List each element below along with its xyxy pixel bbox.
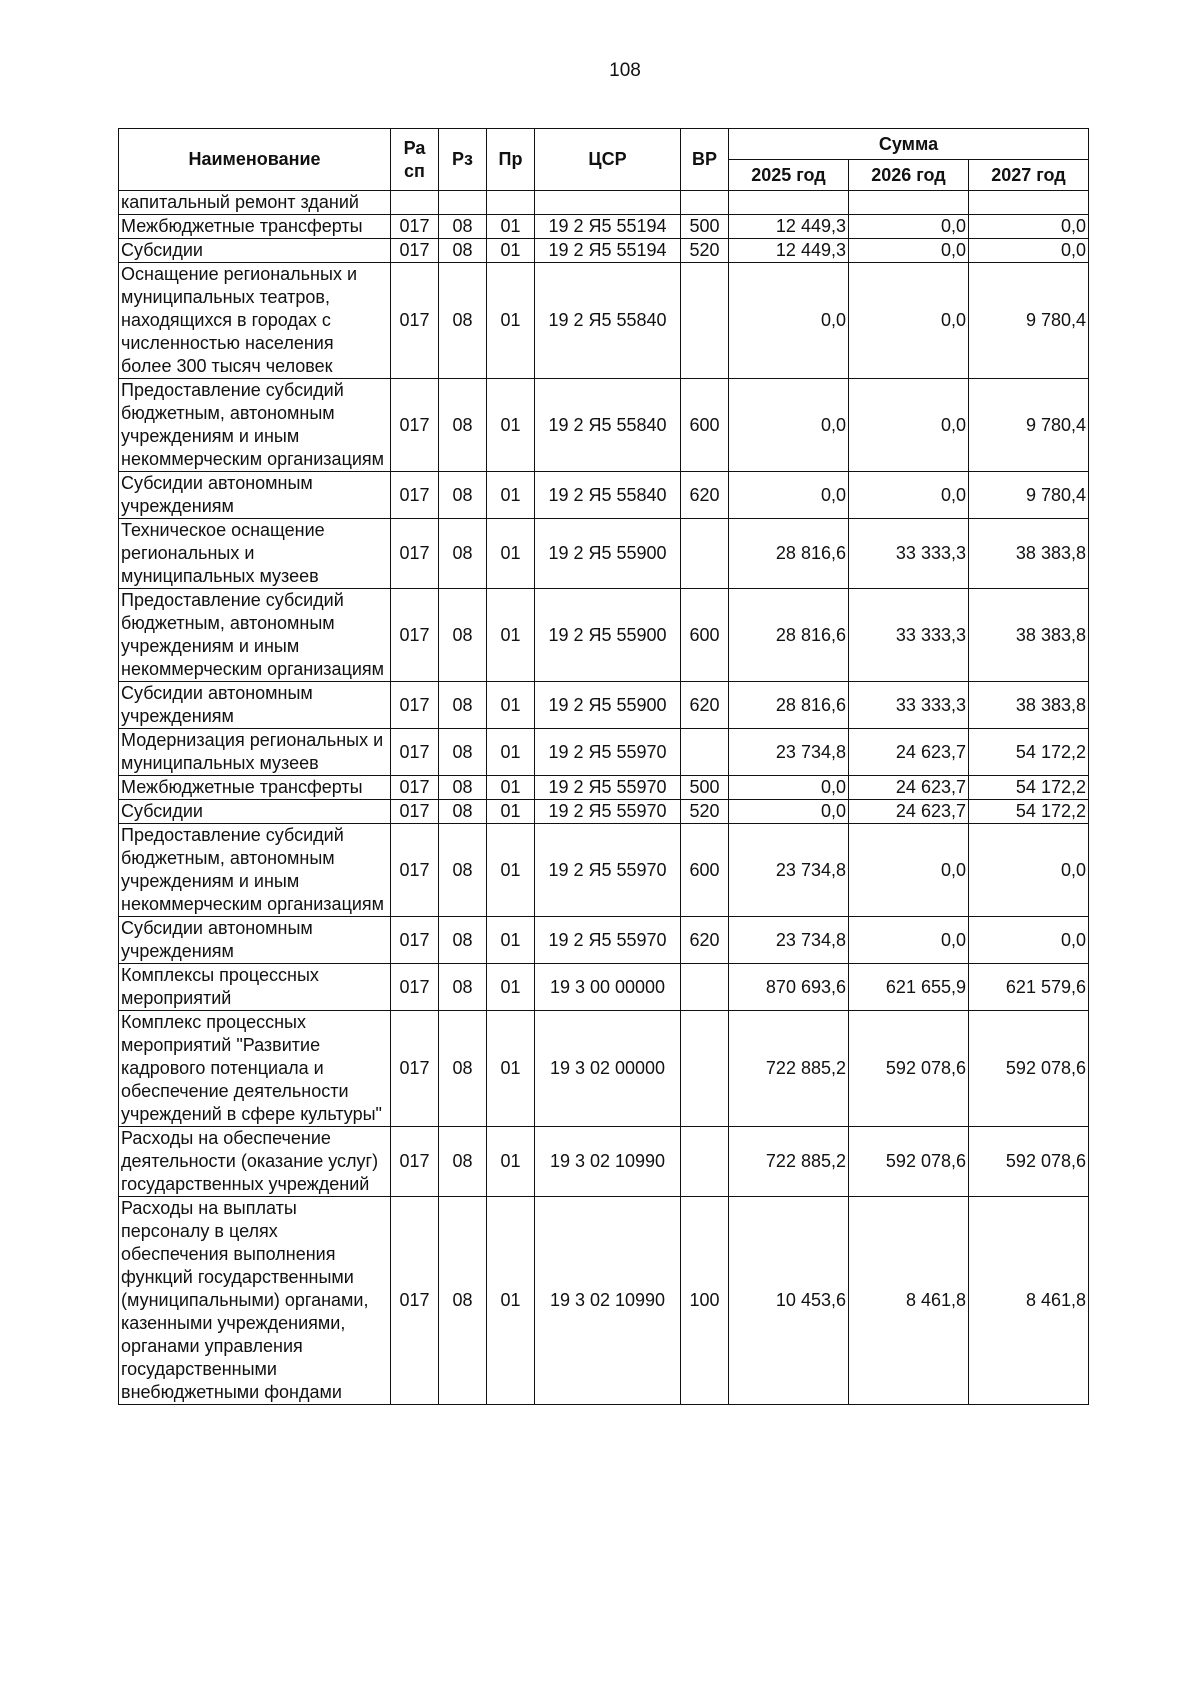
cell-rz: 08 bbox=[439, 824, 487, 917]
cell-rz: 08 bbox=[439, 1197, 487, 1405]
cell-vr: 620 bbox=[681, 917, 729, 964]
cell-y2025: 722 885,2 bbox=[729, 1127, 849, 1197]
cell-y2027: 54 172,2 bbox=[969, 729, 1089, 776]
cell-vr: 100 bbox=[681, 1197, 729, 1405]
cell-y2027: 0,0 bbox=[969, 917, 1089, 964]
cell-csr: 19 3 02 00000 bbox=[535, 1011, 681, 1127]
cell-rz: 08 bbox=[439, 519, 487, 589]
cell-name: Техническое оснащение региональных и муниципальных музеев bbox=[119, 519, 391, 589]
cell-vr: 600 bbox=[681, 824, 729, 917]
cell-vr bbox=[681, 729, 729, 776]
cell-pr: 01 bbox=[487, 729, 535, 776]
cell-y2025: 28 816,6 bbox=[729, 682, 849, 729]
cell-y2025: 10 453,6 bbox=[729, 1197, 849, 1405]
cell-csr: 19 2 Я5 55840 bbox=[535, 472, 681, 519]
cell-y2025: 28 816,6 bbox=[729, 589, 849, 682]
cell-y2027: 0,0 bbox=[969, 239, 1089, 263]
cell-vr: 620 bbox=[681, 472, 729, 519]
cell-y2025: 12 449,3 bbox=[729, 215, 849, 239]
cell-name: Субсидии автономным учреждениям bbox=[119, 472, 391, 519]
header-rasp: Ра сп bbox=[391, 129, 439, 191]
cell-name: Оснащение региональных и муниципальных театров, находящихся в городах с численностью населения более 300 тысяч человек bbox=[119, 263, 391, 379]
cell-rasp bbox=[391, 191, 439, 215]
cell-pr: 01 bbox=[487, 239, 535, 263]
cell-csr: 19 2 Я5 55900 bbox=[535, 682, 681, 729]
cell-rasp: 017 bbox=[391, 519, 439, 589]
cell-vr bbox=[681, 519, 729, 589]
cell-name: Предоставление субсидий бюджетным, автономным учреждениям и иным некоммерческим организациям bbox=[119, 589, 391, 682]
cell-csr: 19 2 Я5 55194 bbox=[535, 239, 681, 263]
cell-rasp: 017 bbox=[391, 1011, 439, 1127]
cell-pr: 01 bbox=[487, 800, 535, 824]
cell-vr: 620 bbox=[681, 682, 729, 729]
cell-pr: 01 bbox=[487, 776, 535, 800]
cell-pr bbox=[487, 191, 535, 215]
cell-y2026: 0,0 bbox=[849, 215, 969, 239]
cell-y2027: 0,0 bbox=[969, 824, 1089, 917]
header-2025: 2025 год bbox=[729, 160, 849, 191]
cell-vr bbox=[681, 263, 729, 379]
header-sum: Сумма bbox=[729, 129, 1089, 160]
cell-vr: 520 bbox=[681, 239, 729, 263]
cell-y2025: 23 734,8 bbox=[729, 729, 849, 776]
cell-csr: 19 3 02 10990 bbox=[535, 1197, 681, 1405]
cell-csr: 19 2 Я5 55194 bbox=[535, 215, 681, 239]
cell-pr: 01 bbox=[487, 1127, 535, 1197]
cell-y2027: 8 461,8 bbox=[969, 1197, 1089, 1405]
cell-rz: 08 bbox=[439, 800, 487, 824]
cell-csr: 19 2 Я5 55900 bbox=[535, 589, 681, 682]
cell-y2026: 33 333,3 bbox=[849, 519, 969, 589]
cell-y2027: 9 780,4 bbox=[969, 379, 1089, 472]
cell-name: Расходы на обеспечение деятельности (оказание услуг) государственных учреждений bbox=[119, 1127, 391, 1197]
cell-csr: 19 3 02 10990 bbox=[535, 1127, 681, 1197]
cell-name: Субсидии bbox=[119, 800, 391, 824]
header-vr: ВР bbox=[681, 129, 729, 191]
table-row bbox=[119, 191, 1089, 215]
cell-name: Комплексы процессных мероприятий bbox=[119, 964, 391, 1011]
cell-y2027: 54 172,2 bbox=[969, 776, 1089, 800]
cell-rz: 08 bbox=[439, 472, 487, 519]
cell-name: Субсидии автономным учреждениям bbox=[119, 682, 391, 729]
cell-rasp: 017 bbox=[391, 239, 439, 263]
budget-table bbox=[118, 128, 1089, 1405]
cell-y2026: 24 623,7 bbox=[849, 776, 969, 800]
cell-y2026: 621 655,9 bbox=[849, 964, 969, 1011]
cell-rasp: 017 bbox=[391, 824, 439, 917]
cell-y2027: 0,0 bbox=[969, 215, 1089, 239]
cell-pr: 01 bbox=[487, 379, 535, 472]
table-row bbox=[119, 917, 1089, 964]
header-2027: 2027 год bbox=[969, 160, 1089, 191]
cell-csr: 19 2 Я5 55840 bbox=[535, 263, 681, 379]
cell-rasp: 017 bbox=[391, 682, 439, 729]
cell-y2027: 38 383,8 bbox=[969, 682, 1089, 729]
table-row bbox=[119, 589, 1089, 682]
cell-y2025: 0,0 bbox=[729, 379, 849, 472]
cell-rasp: 017 bbox=[391, 1127, 439, 1197]
table-row bbox=[119, 1127, 1089, 1197]
cell-y2026: 0,0 bbox=[849, 379, 969, 472]
cell-vr bbox=[681, 964, 729, 1011]
cell-name: капитальный ремонт зданий bbox=[119, 191, 391, 215]
cell-name: Предоставление субсидий бюджетным, автономным учреждениям и иным некоммерческим организациям bbox=[119, 824, 391, 917]
cell-rz: 08 bbox=[439, 917, 487, 964]
cell-name: Межбюджетные трансферты bbox=[119, 215, 391, 239]
cell-pr: 01 bbox=[487, 263, 535, 379]
cell-rasp: 017 bbox=[391, 589, 439, 682]
cell-csr: 19 2 Я5 55970 bbox=[535, 729, 681, 776]
cell-y2026: 33 333,3 bbox=[849, 589, 969, 682]
cell-y2025: 722 885,2 bbox=[729, 1011, 849, 1127]
cell-y2026: 0,0 bbox=[849, 263, 969, 379]
cell-pr: 01 bbox=[487, 917, 535, 964]
cell-pr: 01 bbox=[487, 1011, 535, 1127]
cell-y2025 bbox=[729, 191, 849, 215]
table-row bbox=[119, 1011, 1089, 1127]
cell-rz: 08 bbox=[439, 379, 487, 472]
cell-y2025: 0,0 bbox=[729, 263, 849, 379]
cell-rasp: 017 bbox=[391, 917, 439, 964]
cell-rasp: 017 bbox=[391, 215, 439, 239]
cell-name: Комплекс процессных мероприятий "Развитие кадрового потенциала и обеспечение деятельности учреждений в сфере культуры" bbox=[119, 1011, 391, 1127]
cell-pr: 01 bbox=[487, 519, 535, 589]
cell-csr: 19 2 Я5 55900 bbox=[535, 519, 681, 589]
cell-y2025: 0,0 bbox=[729, 776, 849, 800]
cell-csr: 19 2 Я5 55970 bbox=[535, 776, 681, 800]
cell-vr: 500 bbox=[681, 215, 729, 239]
cell-rz: 08 bbox=[439, 729, 487, 776]
cell-y2027: 592 078,6 bbox=[969, 1011, 1089, 1127]
cell-pr: 01 bbox=[487, 215, 535, 239]
table-row bbox=[119, 1197, 1089, 1405]
cell-name: Модернизация региональных и муниципальных музеев bbox=[119, 729, 391, 776]
cell-y2026: 0,0 bbox=[849, 472, 969, 519]
cell-rz: 08 bbox=[439, 215, 487, 239]
cell-rasp: 017 bbox=[391, 729, 439, 776]
cell-y2027: 54 172,2 bbox=[969, 800, 1089, 824]
cell-rasp: 017 bbox=[391, 472, 439, 519]
cell-rasp: 017 bbox=[391, 263, 439, 379]
cell-rz: 08 bbox=[439, 964, 487, 1011]
cell-pr: 01 bbox=[487, 682, 535, 729]
cell-csr: 19 2 Я5 55840 bbox=[535, 379, 681, 472]
cell-y2026: 0,0 bbox=[849, 917, 969, 964]
cell-rasp: 017 bbox=[391, 776, 439, 800]
cell-rasp: 017 bbox=[391, 379, 439, 472]
cell-vr: 520 bbox=[681, 800, 729, 824]
table-row bbox=[119, 800, 1089, 824]
cell-y2025: 0,0 bbox=[729, 472, 849, 519]
cell-y2027: 592 078,6 bbox=[969, 1127, 1089, 1197]
cell-rz: 08 bbox=[439, 776, 487, 800]
cell-y2027: 38 383,8 bbox=[969, 519, 1089, 589]
cell-rz bbox=[439, 191, 487, 215]
cell-y2026: 8 461,8 bbox=[849, 1197, 969, 1405]
cell-name: Предоставление субсидий бюджетным, автономным учреждениям и иным некоммерческим организациям bbox=[119, 379, 391, 472]
cell-vr bbox=[681, 1127, 729, 1197]
cell-y2025: 12 449,3 bbox=[729, 239, 849, 263]
cell-rz: 08 bbox=[439, 682, 487, 729]
header-2026: 2026 год bbox=[849, 160, 969, 191]
table-row bbox=[119, 824, 1089, 917]
cell-rasp: 017 bbox=[391, 964, 439, 1011]
cell-vr: 500 bbox=[681, 776, 729, 800]
cell-csr: 19 2 Я5 55970 bbox=[535, 824, 681, 917]
table-row bbox=[119, 682, 1089, 729]
cell-y2025: 28 816,6 bbox=[729, 519, 849, 589]
cell-rasp: 017 bbox=[391, 1197, 439, 1405]
cell-y2026: 592 078,6 bbox=[849, 1011, 969, 1127]
cell-pr: 01 bbox=[487, 824, 535, 917]
table-row bbox=[119, 263, 1089, 379]
table-body bbox=[119, 191, 1089, 1405]
cell-y2027: 9 780,4 bbox=[969, 263, 1089, 379]
cell-pr: 01 bbox=[487, 1197, 535, 1405]
cell-vr: 600 bbox=[681, 589, 729, 682]
cell-pr: 01 bbox=[487, 472, 535, 519]
cell-y2027 bbox=[969, 191, 1089, 215]
cell-y2025: 23 734,8 bbox=[729, 917, 849, 964]
table-row bbox=[119, 519, 1089, 589]
cell-csr bbox=[535, 191, 681, 215]
table-row bbox=[119, 379, 1089, 472]
header-rz: Рз bbox=[439, 129, 487, 191]
cell-rz: 08 bbox=[439, 589, 487, 682]
cell-rz: 08 bbox=[439, 1011, 487, 1127]
cell-rz: 08 bbox=[439, 263, 487, 379]
cell-y2026: 24 623,7 bbox=[849, 800, 969, 824]
cell-y2026: 0,0 bbox=[849, 824, 969, 917]
cell-vr bbox=[681, 1011, 729, 1127]
cell-pr: 01 bbox=[487, 964, 535, 1011]
cell-csr: 19 3 00 00000 bbox=[535, 964, 681, 1011]
header-pr: Пр bbox=[487, 129, 535, 191]
cell-pr: 01 bbox=[487, 589, 535, 682]
cell-csr: 19 2 Я5 55970 bbox=[535, 917, 681, 964]
cell-y2025: 870 693,6 bbox=[729, 964, 849, 1011]
cell-vr bbox=[681, 191, 729, 215]
table-header bbox=[119, 129, 1089, 191]
table-row bbox=[119, 776, 1089, 800]
cell-rz: 08 bbox=[439, 1127, 487, 1197]
cell-name: Межбюджетные трансферты bbox=[119, 776, 391, 800]
cell-name: Субсидии автономным учреждениям bbox=[119, 917, 391, 964]
cell-y2026: 0,0 bbox=[849, 239, 969, 263]
cell-y2026 bbox=[849, 191, 969, 215]
cell-csr: 19 2 Я5 55970 bbox=[535, 800, 681, 824]
cell-vr: 600 bbox=[681, 379, 729, 472]
table-row bbox=[119, 964, 1089, 1011]
cell-y2026: 24 623,7 bbox=[849, 729, 969, 776]
table-row bbox=[119, 472, 1089, 519]
table-row bbox=[119, 729, 1089, 776]
cell-y2025: 0,0 bbox=[729, 800, 849, 824]
header-name: Наименование bbox=[119, 129, 391, 191]
cell-y2025: 23 734,8 bbox=[729, 824, 849, 917]
cell-rasp: 017 bbox=[391, 800, 439, 824]
cell-y2026: 33 333,3 bbox=[849, 682, 969, 729]
cell-y2027: 9 780,4 bbox=[969, 472, 1089, 519]
cell-y2027: 38 383,8 bbox=[969, 589, 1089, 682]
table-row bbox=[119, 239, 1089, 263]
cell-y2026: 592 078,6 bbox=[849, 1127, 969, 1197]
cell-rz: 08 bbox=[439, 239, 487, 263]
table-row bbox=[119, 215, 1089, 239]
cell-name: Субсидии bbox=[119, 239, 391, 263]
cell-y2027: 621 579,6 bbox=[969, 964, 1089, 1011]
cell-name: Расходы на выплаты персоналу в целях обеспечения выполнения функций государственными (муниципальными) органами, казенными учреждениями, органами управления государственными внебюджетными фондами bbox=[119, 1197, 391, 1405]
page-number: 108 bbox=[609, 60, 641, 81]
header-csr: ЦСР bbox=[535, 129, 681, 191]
